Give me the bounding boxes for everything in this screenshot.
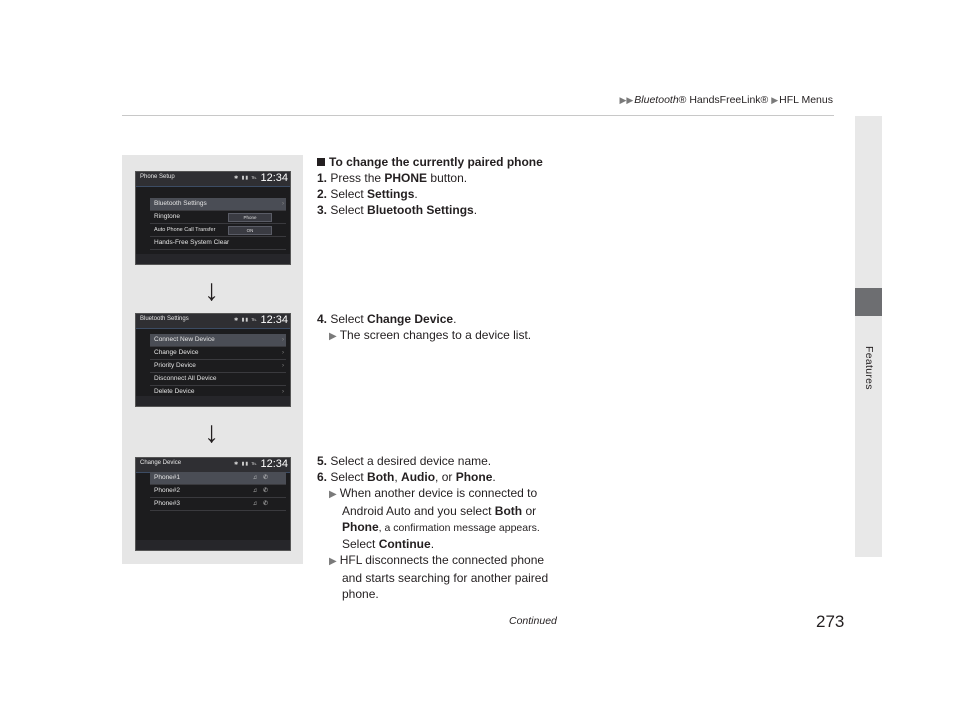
menu-item-phone-1[interactable]: Phone#1 ♫ ✆ bbox=[150, 472, 286, 485]
triangle-icon: ▶ bbox=[771, 95, 779, 105]
menu-item-phone-3[interactable]: Phone#3 ♫ ✆ bbox=[150, 498, 286, 511]
breadcrumb-part-1: Bluetooth bbox=[634, 94, 679, 106]
header-rule bbox=[122, 115, 834, 116]
section-heading: To change the currently paired phone bbox=[317, 154, 557, 170]
screen-bottom-bar bbox=[136, 540, 290, 550]
menu-item-delete-device[interactable]: Delete Device › bbox=[150, 386, 286, 399]
menu-item-hfl-clear[interactable]: Hands-Free System Clear bbox=[150, 237, 286, 250]
bluetooth-settings-screen bbox=[135, 313, 291, 407]
menu-item-bluetooth-settings[interactable]: Bluetooth Settings › bbox=[150, 198, 286, 211]
screen-clock: 12:34 bbox=[260, 314, 288, 326]
triangle-icon: ▶ bbox=[329, 556, 337, 567]
menu-item-priority-device[interactable]: Priority Device › bbox=[150, 360, 286, 373]
step-6-note-1: ▶ When another device is connected to Android Auto and you select Both or Phone, a confirmation message appears. Select Continue. bbox=[329, 486, 540, 551]
breadcrumb bbox=[619, 94, 833, 106]
page-number: 273 bbox=[816, 612, 845, 631]
music-phone-icon: ♫ ✆ bbox=[252, 501, 270, 507]
status-icons: ✱ ▮▮ ℡ bbox=[234, 461, 258, 467]
menu-item-auto-transfer[interactable]: Auto Phone Call Transfer ON bbox=[150, 224, 286, 237]
step-5: 5. Select a desired device name. bbox=[317, 454, 492, 468]
menu-item-change-device[interactable]: Change Device › bbox=[150, 347, 286, 360]
screen-bottom-bar bbox=[136, 254, 290, 264]
ringtone-value: Phone bbox=[228, 213, 272, 222]
triangle-icon: ▶▶ bbox=[619, 95, 634, 105]
instructions-block-1 bbox=[317, 154, 557, 218]
screen-title-bar bbox=[136, 458, 290, 473]
status-icons: ✱ ▮▮ ℡ bbox=[234, 317, 258, 323]
continued-label: Continued bbox=[509, 615, 557, 627]
step-1: 1. Press the PHONE button. bbox=[317, 171, 468, 185]
step-6-note-2: ▶ HFL disconnects the connected phone and starts searching for another paired phone. bbox=[329, 553, 549, 601]
instructions-block-3 bbox=[317, 453, 557, 602]
chevron-right-icon: › bbox=[282, 363, 284, 369]
status-icons: ✱ ▮▮ ℡ bbox=[234, 175, 258, 181]
chevron-right-icon: › bbox=[282, 350, 284, 356]
breadcrumb-part-3: HFL Menus bbox=[779, 94, 833, 106]
side-tab-label: Features bbox=[863, 346, 875, 390]
step-3: 3. Select Bluetooth Settings. bbox=[317, 203, 478, 217]
transfer-value: ON bbox=[228, 226, 272, 235]
music-phone-icon: ♫ ✆ bbox=[252, 475, 270, 481]
step-6: 6. Select Both, Audio, or Phone. bbox=[317, 470, 496, 484]
arrow-down-icon: ↓ bbox=[204, 274, 219, 307]
screen-title-bar bbox=[136, 314, 290, 329]
side-tab-marker bbox=[855, 288, 882, 316]
screen-menu bbox=[136, 472, 290, 511]
screen-clock: 12:34 bbox=[260, 458, 288, 470]
screen-title: Change Device bbox=[140, 460, 182, 466]
change-device-screen bbox=[135, 457, 291, 551]
chevron-right-icon: › bbox=[282, 389, 284, 395]
step-4: 4. Select Change Device. bbox=[317, 312, 457, 326]
screen-title: Phone Setup bbox=[140, 174, 175, 180]
arrow-down-icon: ↓ bbox=[204, 416, 219, 449]
menu-item-disconnect-all[interactable]: Disconnect All Device bbox=[150, 373, 286, 386]
chevron-right-icon: › bbox=[282, 201, 284, 207]
screen-menu bbox=[136, 198, 290, 250]
triangle-icon: ▶ bbox=[329, 489, 337, 500]
menu-item-connect-new-device[interactable]: Connect New Device › bbox=[150, 334, 286, 347]
triangle-icon: ▶ bbox=[329, 331, 337, 342]
screen-menu bbox=[136, 334, 290, 399]
menu-item-phone-2[interactable]: Phone#2 ♫ ✆ bbox=[150, 485, 286, 498]
instructions-block-2 bbox=[317, 311, 557, 345]
side-tab bbox=[855, 116, 882, 557]
phone-setup-screen bbox=[135, 171, 291, 265]
menu-item-ringtone[interactable]: Ringtone Phone bbox=[150, 211, 286, 224]
screen-title: Bluetooth Settings bbox=[140, 316, 189, 322]
screen-bottom-bar bbox=[136, 396, 290, 406]
screen-title-bar bbox=[136, 172, 290, 187]
chevron-right-icon: › bbox=[282, 337, 284, 343]
screen-clock: 12:34 bbox=[260, 172, 288, 184]
music-phone-icon: ♫ ✆ bbox=[252, 488, 270, 494]
step-4-note: ▶ The screen changes to a device list. bbox=[329, 328, 532, 342]
square-bullet-icon bbox=[317, 158, 325, 166]
breadcrumb-part-2: ® HandsFreeLink® bbox=[678, 94, 769, 106]
step-2: 2. Select Settings. bbox=[317, 187, 418, 201]
